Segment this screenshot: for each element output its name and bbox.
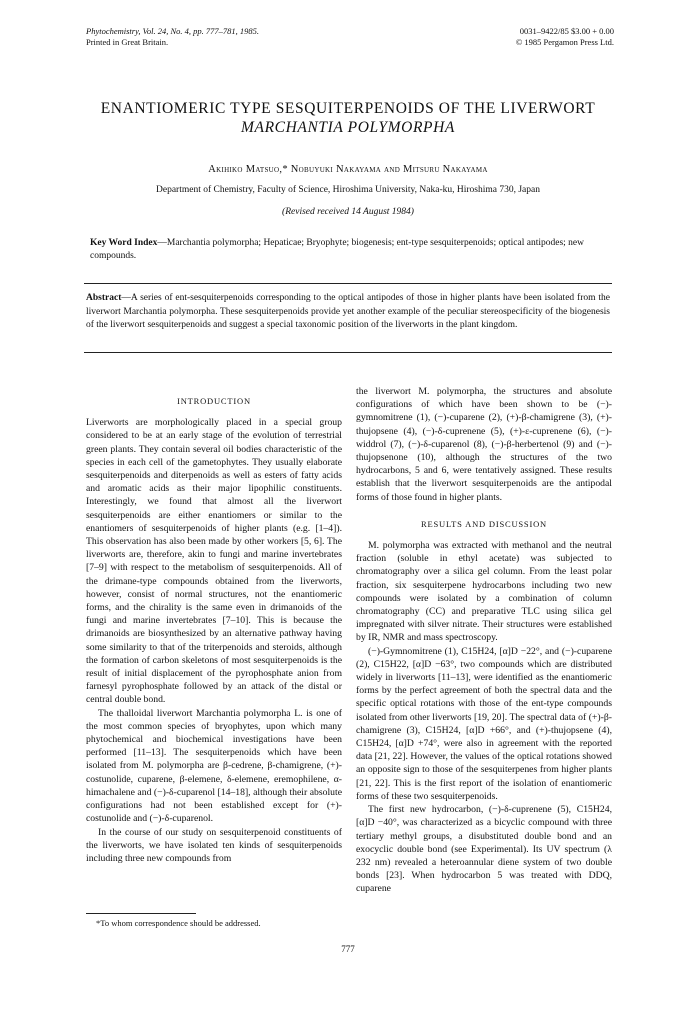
keyword-label: Key Word Index	[90, 238, 158, 248]
intro-paragraph-2: The thalloidal liverwort Marchantia polymorpha L. is one of the most common species of bryophytes, upon which many phytochemical and biochemical investigations have been performed [11–13]. The sesquiterpenoids which have been isolated from M. polymorpha are β-cedrene, β-chamigrene, (+)-costunolide, cuparene, β-elemene, δ-elemene, eremophilene, α-himachalene and (−)-δ-cuparenol [14–18], although their absolute configurations had not been established except for (+)-costunolide and (−)-δ-cuparenol.	[86, 707, 342, 825]
keyword-index	[90, 237, 610, 263]
abstract-label: Abstract	[86, 293, 122, 303]
author-list: Akihiko Matsuo,* Nobuyuki Nakayama and Mitsuru Nakayama	[208, 164, 488, 175]
revised-date: (Revised received 14 August 1984)	[282, 207, 414, 217]
left-column	[86, 395, 342, 865]
right-column	[356, 385, 612, 896]
intro-paragraph-1: Liverworts are morphologically placed in a special group considered to be at an early stage of the evolution of terrestrial green plants. They contain several oil bodies characteristic of the species in each cell of the gametophytes. They usually elaborate sesquiterpenoids and diterpenoids as well as esters of fatty acids and aromatic acids as their major lipophilic constituents. Interestingly, we found that almost all the liverwort sesquiterpenoids are either enantiomers or similar to the enantiomers of sesquiterpenoids of higher plants (e.g. [1–4]). This observation has also been made by other workers [5, 6]. The liverworts are, therefore, akin to fungi and marine invertebrates [7–9] with respect to the metabolism of sesquiterpenoids. All of the drimane-type compounds obtained from the liverworts, however, consist of normal structures, not the enantiomeric forms, and the chirality is the same even in drimanoids of the fungi and marine invertebrates [7–10]. This is because the drimanoids are biosynthesized by an alternative pathway having some similarity to that of the triterpenoids and steroids, although the formation of carbon skeletons of most sesquiterpenoids is the result of initial displacement of the pyrophosphate anion from farnesyl pyrophosphate followed by an attack of the distal or central double bond.	[86, 417, 342, 706]
page-number: 777	[341, 944, 355, 954]
introduction-heading: INTRODUCTION	[177, 396, 251, 406]
journal-header	[86, 26, 259, 48]
copyright: © 1985 Pergamon Press Ltd.	[515, 37, 614, 47]
intro-paragraph-3: In the course of our study on sesquiterpenoid constituents of the liverworts, we have isolated ten kinds of sesquiterpenoids including three new compounds from	[86, 826, 342, 864]
keyword-text: —Marchantia polymorpha; Hepaticae; Bryophyte; biogenesis; ent-type sesquiterpenoids; optical antipodes; new compounds.	[90, 238, 584, 261]
results-paragraph-2: (−)-Gymnomitrene (1), C15H24, [α]D −22°, and (−)-cuparene (2), C15H22, [α]D −63°, two compounds which are distributed widely in liverworts [11–13], were identified as the enantiomeric forms by the perfect agreement of both the spectral data and the specific optical rotations with those of the ent-type compounds isolated from other liverworts [19, 20]. The spectral data of (+)-β-chamigrene (3), C15H24, [α]D +66°, and (+)-thujopsene (4), C15H24, [α]D +74°, were also in agreement with the reported data [21, 22]. However, the values of the optical rotations showed an opposite sign to those of the sesquiterpenes from higher plants [21, 22]. This is the first report of the isolation of enantiomeric forms of these two sesquiterpenoids.	[356, 645, 612, 802]
price-code: 0031–9422/85 $3.00 + 0.00	[519, 26, 614, 36]
journal-citation: Phytochemistry, Vol. 24, No. 4, pp. 777–781, 1985.	[86, 26, 260, 36]
footnote: *To whom correspondence should be addressed.	[96, 918, 261, 928]
publisher-header	[516, 26, 614, 48]
printed-note: Printed in Great Britain.	[86, 37, 169, 47]
affiliation: Department of Chemistry, Faculty of Science, Hiroshima University, Naka-ku, Hiroshima 730, Japan	[156, 185, 540, 195]
results-paragraph-1: M. polymorpha was extracted with methanol and the neutral fraction (soluble in ethyl acetate) was subjected to chromatography over a silica gel column. From the least polar fraction, six sesquiterpene hydrocarbons including two new compounds were isolated by a combination of column chromatography (CC) and preparative TLC using silica gel impregnated with silver nitrate. Their structures were established by IR, NMR and mass spectroscopy.	[356, 540, 612, 644]
article-title: ENANTIOMERIC TYPE SESQUITERPENOIDS OF THE LIVERWORT	[100, 100, 596, 117]
abstract-bottom-rule	[84, 352, 612, 353]
results-paragraph-3: The first new hydrocarbon, (−)-δ-cuprenene (5), C15H24, [α]D −40°, was characterized as a bicyclic compound with three tertiary methyl groups, a disubstituted double bond and an exocyclic double bond (see Experimental). Its UV spectrum (λ 232 nm) revealed a heteroannular diene system of two double bonds [23]. When hydrocarbon 5 was treated with DDQ, cuparene	[356, 804, 612, 895]
abstract-top-rule	[84, 283, 612, 284]
abstract	[86, 292, 610, 333]
article-subtitle: MARCHANTIA POLYMORPHA	[241, 119, 455, 136]
results-heading: RESULTS AND DISCUSSION	[421, 518, 547, 529]
intro-continuation: the liverwort M. polymorpha, the structures and absolute configurations of which have been shown to be (−)-gymnomitrene (1), (−)-cuparene (2), (+)-β-chamigrene (3), (+)-thujopsene (4), (−)-δ-cuprenene (5), (+)-ε-cuprenene (6), (−)-widdrol (7), (−)-δ-cuparenol (8), (−)-β-herbertenol (9) and (−)-thujopsenone (10), although the structures of the two hydrocarbons, 5 and 6, were tentatively assigned. These results establish that the liverwort sesquiterpenoids are the antipodal forms of those found in higher plants.	[356, 386, 612, 503]
abstract-text: —A series of ent-sesquiterpenoids corresponding to the optical antipodes of those in higher plants have been isolated from the liverwort Marchantia polymorpha. These sesquiterpenoids provide yet another example of the peculiar stereospecificity of the biogenesis of the liverwort sesquiterpenoids and suggest a special taxonomic position of the liverworts in the plant kingdom.	[86, 293, 610, 331]
footnote-rule	[86, 913, 196, 914]
